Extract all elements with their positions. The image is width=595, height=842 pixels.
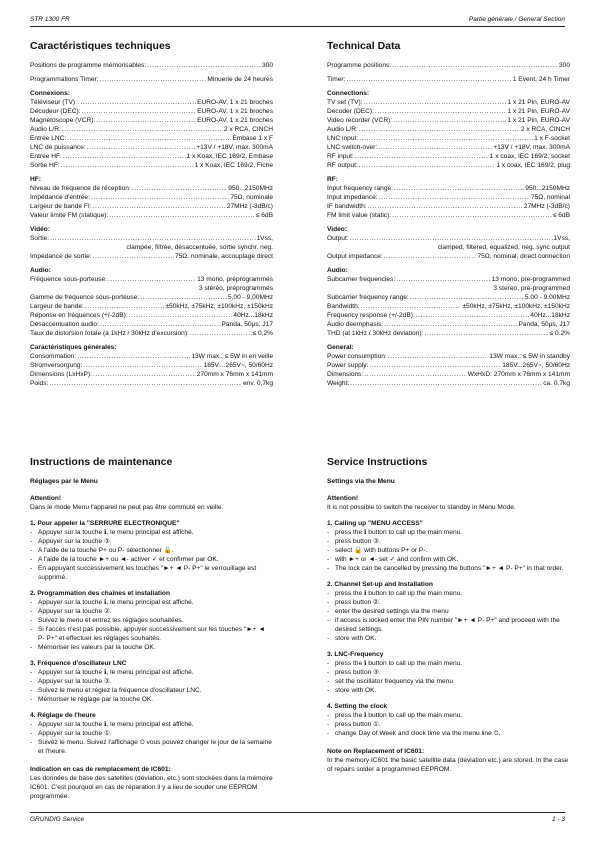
- list-item: - Appuyer sur la touche ℹ, le menu principal est affiché.: [30, 668, 273, 677]
- list-item: - store with OK.: [327, 686, 570, 695]
- en-service: [327, 456, 570, 774]
- spec-row: Audio deemphasis: ..... Panda, 50µs, J17: [327, 320, 570, 329]
- spec-row: Output impedance: ..... 75Ω, nominal, direct connection: [327, 252, 570, 261]
- menu-settings-heading: Réglages par le Menu: [30, 478, 98, 485]
- list-item: - The lock can be cancelled by pressing the buttons "►+ ◄ P- P+" in that order.: [327, 564, 570, 573]
- spec-row: Power supply: ..... 185V...265V~, 50/60Hz: [327, 361, 570, 370]
- spec-row: Largeur de bande: ..... ±50kHz, ±75kHz, ±100kHz, ±150kHz: [30, 302, 273, 311]
- step-list: [30, 668, 273, 704]
- page-number: 1 - 3: [551, 816, 565, 823]
- list-item: - A l'aide de la touche P+ ou P- sélectionner 🔒.: [30, 546, 273, 555]
- spec-row: Sortie: ..... 1Vss,: [30, 234, 273, 243]
- section-heading: RF:: [327, 176, 338, 183]
- list-item: - press button ①.: [327, 720, 570, 729]
- list-item: - Mémoriser les valeurs par la touche OK.: [30, 643, 273, 652]
- list-item: - change Day of Week and clock time via the menu line ⏲.: [327, 729, 570, 738]
- spec-row: Désaccentuation audio: ..... Panda, 50µs, J17: [30, 320, 273, 329]
- en-specs: [327, 40, 570, 388]
- section-heading: Connexions:: [30, 90, 70, 97]
- spec-row: LNC switch-over: ..... +13V / +18V, max. 300mA: [327, 143, 570, 152]
- spec-row: Taux de distorsion totale (à 1kHz / 30kHz d'excursion): ..... ≤ 0,2%: [30, 329, 273, 338]
- spec-row: IF bandwidth: ..... 27MHz (-3dB/c): [327, 202, 570, 211]
- spec-row: Stromversorgung: ..... 185V…265V~, 50/60Hz: [30, 361, 273, 370]
- list-item: - Mémoriser le réglage par la touche OK.: [30, 695, 273, 704]
- section-heading: HF:: [30, 176, 41, 183]
- step-list: [327, 711, 570, 738]
- step-heading: 4. Setting the clock: [327, 703, 388, 710]
- en-service-title: Service Instructions: [327, 456, 428, 468]
- spec-row: Output: ..... 1Vss,: [327, 234, 570, 243]
- spec-row: Réponse en fréquences (+/-2dB): ..... 40Hz...18kHz: [30, 311, 273, 320]
- spec-row: Timer: ..... 1 Event, 24 h Timer: [327, 75, 570, 84]
- spec-continuation: 3 stéréo, préprogrammés: [198, 285, 273, 292]
- list-item: - Appuyer sur la touche ①.: [30, 729, 273, 738]
- step-heading: 2. Channel Set-up and Installation: [327, 581, 433, 588]
- list-item: - press the ℹ button to call up the main menu.: [327, 589, 570, 598]
- list-item: - Suivez le menu et réglez la fréquence d'oscillateur LNC.: [30, 686, 273, 695]
- list-item: - Appuyer sur la touche ③.: [30, 677, 273, 686]
- list-item: - press button ③.: [327, 668, 570, 677]
- ic601-text: In the memory IC601 the basic satellite data (deviation etc.) are stored. In the case of repairs solder a programmed EEPROM.: [327, 757, 569, 773]
- step-list: [327, 589, 570, 643]
- list-item: - with ►+ or ◄- set ✓ and confirm with OK.: [327, 555, 570, 564]
- attention-heading: Attention!: [327, 495, 359, 502]
- list-item: - select 🔒 with buttons P+ or P-.: [327, 546, 570, 555]
- list-item: - En appuyant successivement les touches "►+ ◄ P- P+" le verrouillage est supprimé.: [30, 564, 273, 582]
- spec-row: Audio L/R: ..... 2 x RCA, CINCH: [327, 125, 570, 134]
- spec-row: Largeur de bande FI: ..... 27MHz (-3dB/c): [30, 202, 273, 211]
- ic601-heading: Indication en cas de remplacement de IC601:: [30, 766, 171, 773]
- section-heading: Caractéristiques générales:: [30, 344, 117, 351]
- spec-row: FM limit value (static): ..... ≤ 6dB: [327, 211, 570, 220]
- list-item: - press the ℹ button to call up the main menu.: [327, 711, 570, 720]
- list-item: - Appuyer sur la touche ℹ, le menu principal est affiché.: [30, 598, 273, 607]
- menu-settings-heading: Settings via the Menu: [327, 478, 395, 485]
- list-item: - press the ℹ button to call up the main menu.: [327, 528, 570, 537]
- spec-row: Consommation: ..... 13W max.; ≤ 5W in en veille: [30, 352, 273, 361]
- list-item: - press the ℹ button to call up the main menu.: [327, 659, 570, 668]
- list-item: - press button ②.: [327, 598, 570, 607]
- spec-continuation: 3 stereo, pre-programmed: [493, 285, 570, 292]
- fr-service: [30, 456, 273, 801]
- list-item: - Suivez le menu et entrez les réglages souhaitées.: [30, 616, 273, 625]
- spec-row: Bandwidth: ..... ±50kHz, ±75kHz, ±100kHz, ±150kHz: [327, 302, 570, 311]
- list-item: - Appuyer sur la touche ℹ, le menu principal est affiché.: [30, 528, 273, 537]
- list-item: - press button ③.: [327, 537, 570, 546]
- spec-row: Dimensions (LxHxP): ..... 270mm x 76mm x 141mm: [30, 370, 273, 379]
- spec-row: LNC de puissance: ..... +13V / +18V, max. 300mA: [30, 143, 273, 152]
- step-heading: 1. Pour appeler la "SERRURE ELECTRONIQUE": [30, 520, 180, 527]
- attention-text: It is not possible to switch the receiver to standby in Menu Mode.: [327, 504, 516, 511]
- list-item: - Si l'accès n'est pas possible, appuyer successivement sur les touches "►+ ◄ P- P+" et effectuer les réglages souhaités.: [30, 625, 273, 643]
- step-heading: 4. Réglage de l'heure: [30, 712, 96, 719]
- step-list: [327, 659, 570, 695]
- spec-row: TV set (TV): ..... 1 x 21 Pin, EURO-AV: [327, 98, 570, 107]
- spec-continuation: clampée, filtrée, désaccentuée, sortie synchr. neg.: [126, 244, 273, 251]
- list-item: - Appuyer sur la touche ℹ, le menu principal est affiché.: [30, 720, 273, 729]
- spec-row: Entrée HF: ..... 1 x Koax, IEC 169/2, Embase: [30, 152, 273, 161]
- spec-row: Input frequency range: ..... 950...2150MHz: [327, 184, 570, 193]
- list-item: - A l'aide de la touche ►+ ou ◄- activer ✓ et confirmer par OK.: [30, 555, 273, 564]
- spec-row: Programmations Timer: ..... Minuerie de 24 heures: [30, 75, 273, 84]
- ic601-text: Les données de base des satellites (déviation, etc.) sont stockées dans la mémoire IC601. C'est pourquoi en cas de réparation il y a lieu de souder une EEPROM programmée.: [30, 775, 273, 800]
- list-item: - Suivez le menu. Suivez l'affichage ⏲ vous pouvez changer le jour de la semaine et l'heure.: [30, 738, 273, 756]
- spec-row: RF input: ..... 1 x coax, IEC 169/2, socket: [327, 152, 570, 161]
- page-footer: [30, 812, 565, 825]
- step-list: [30, 528, 273, 582]
- page-header: [30, 14, 565, 27]
- section-heading: Audio:: [327, 267, 348, 274]
- step-list: [327, 528, 570, 573]
- list-item: - store with OK.: [327, 634, 570, 643]
- list-item: - Appuyer sur la touche ③.: [30, 537, 273, 546]
- list-item: - Appuyer sur la touche ②.: [30, 607, 273, 616]
- spec-row: Subcarrier frequencies: ..... 13 mono, pre-programmed: [327, 275, 570, 284]
- section-heading: Audio:: [30, 267, 51, 274]
- fr-specs: [30, 40, 273, 388]
- attention-heading: Attention!: [30, 495, 62, 502]
- spec-continuation: clamped, filtered, equalized, neg. sync output: [437, 244, 570, 251]
- section-heading: Video:: [327, 226, 348, 233]
- spec-row: Sortie HF: ..... 1 x Koax, IEC 169/2, Fiche: [30, 161, 273, 170]
- spec-row: RF output: ..... 1 x coax, IEC 169/2, plug: [327, 161, 570, 170]
- spec-row: Téléviseur (TV): ..... EURO-AV, 1 x 21 broches: [30, 98, 273, 107]
- fr-specs-title: Caractéristiques techniques: [30, 40, 171, 52]
- spec-row: Valeur limite FM (statique): ..... ≤ 6dB: [30, 211, 273, 220]
- en-specs-title: Technical Data: [327, 40, 401, 52]
- list-item: - if access is locked enter the PIN number "►+ ◄ P- P+" and proceed with the desired settings.: [327, 616, 570, 634]
- fr-service-title: Instructions de maintenance: [30, 456, 173, 468]
- list-item: - enter the desired settings via the menu: [327, 607, 570, 616]
- spec-row: Programme positions: ..... 300: [327, 61, 570, 70]
- step-heading: 3. LNC-Frequency: [327, 651, 384, 658]
- spec-row: Magnétoscope (VCR): ..... EURO-AV, 1 x 21 broches: [30, 116, 273, 125]
- spec-row: Impédance d'entrée: ..... 75Ω, nominale: [30, 193, 273, 202]
- ic601-heading: Note on Replacement of IC601:: [327, 748, 425, 755]
- spec-row: Input impedance: ..... 75Ω, nominal: [327, 193, 570, 202]
- spec-row: Audio L/R: ..... 2 x RCA, CINCH: [30, 125, 273, 134]
- spec-row: Weight: ..... ca. 0.7kg: [327, 379, 570, 388]
- spec-row: Niveau de fréquence de réception: ..... 950...2150MHz: [30, 184, 273, 193]
- spec-row: Power consumption: ..... 13W max.; ≤ 5W in standby: [327, 352, 570, 361]
- section-label: Partie générale / General Section: [468, 16, 565, 23]
- step-heading: 1. Calling up "MENU ACCESS": [327, 520, 423, 527]
- spec-row: Entrée LNC: ..... Embase 1 x F: [30, 134, 273, 143]
- section-heading: Connections:: [327, 90, 370, 97]
- spec-row: Décodeur (DEC): ..... EURO-AV, 1 x 21 broches: [30, 107, 273, 116]
- step-heading: 3. Fréquence d'oscillateur LNC: [30, 660, 127, 667]
- list-item: - set the oscillator frequency via the menu: [327, 677, 570, 686]
- spec-row: Dimensions: ..... WxHxD: 270mm x 76mm x 141mm: [327, 370, 570, 379]
- spec-row: Poids: ..... env. 0,7kg: [30, 379, 273, 388]
- spec-row: THD (at 1kHz / 30kHz deviation): ..... ≤ 0.2%: [327, 329, 570, 338]
- model-label: STR 1300 FR: [30, 16, 70, 23]
- spec-row: Positions de programme mémorisables: ..... 300: [30, 61, 273, 70]
- spec-row: Fréquence sous-porteuse: ..... 13 mono, préprogrammés: [30, 275, 273, 284]
- spec-row: Gamme de fréquence sous-porteuse: ..... 5,00 - 9,00MHz: [30, 293, 273, 302]
- attention-text: Dans le mode Menu l'appareil ne peut pas être commuté en veille.: [30, 504, 224, 511]
- section-heading: General:: [327, 344, 354, 351]
- spec-row: LNC input: ..... 1 x F-socket: [327, 134, 570, 143]
- spec-row: Subcarrier frequency range: ..... 5.00 - 9.00MHz: [327, 293, 570, 302]
- spec-row: Decoder (DEC): ..... 1 x 21 Pin, EURO-AV: [327, 107, 570, 116]
- step-list: [30, 720, 273, 756]
- step-heading: 2. Programmation des chaînes et installation: [30, 590, 170, 597]
- spec-row: Frequency response (+/-2dB): ..... 40Hz...18kHz: [327, 311, 570, 320]
- section-heading: Vidéo:: [30, 226, 51, 233]
- spec-row: Video recorder (VCR): ..... 1 x 21 Pin, EURO-AV: [327, 116, 570, 125]
- spec-row: Impédance de sortie: ..... 75Ω, nominale, accouplage direct: [30, 252, 273, 261]
- brand-label: GRUNDIG Service: [30, 816, 85, 823]
- step-list: [30, 598, 273, 652]
